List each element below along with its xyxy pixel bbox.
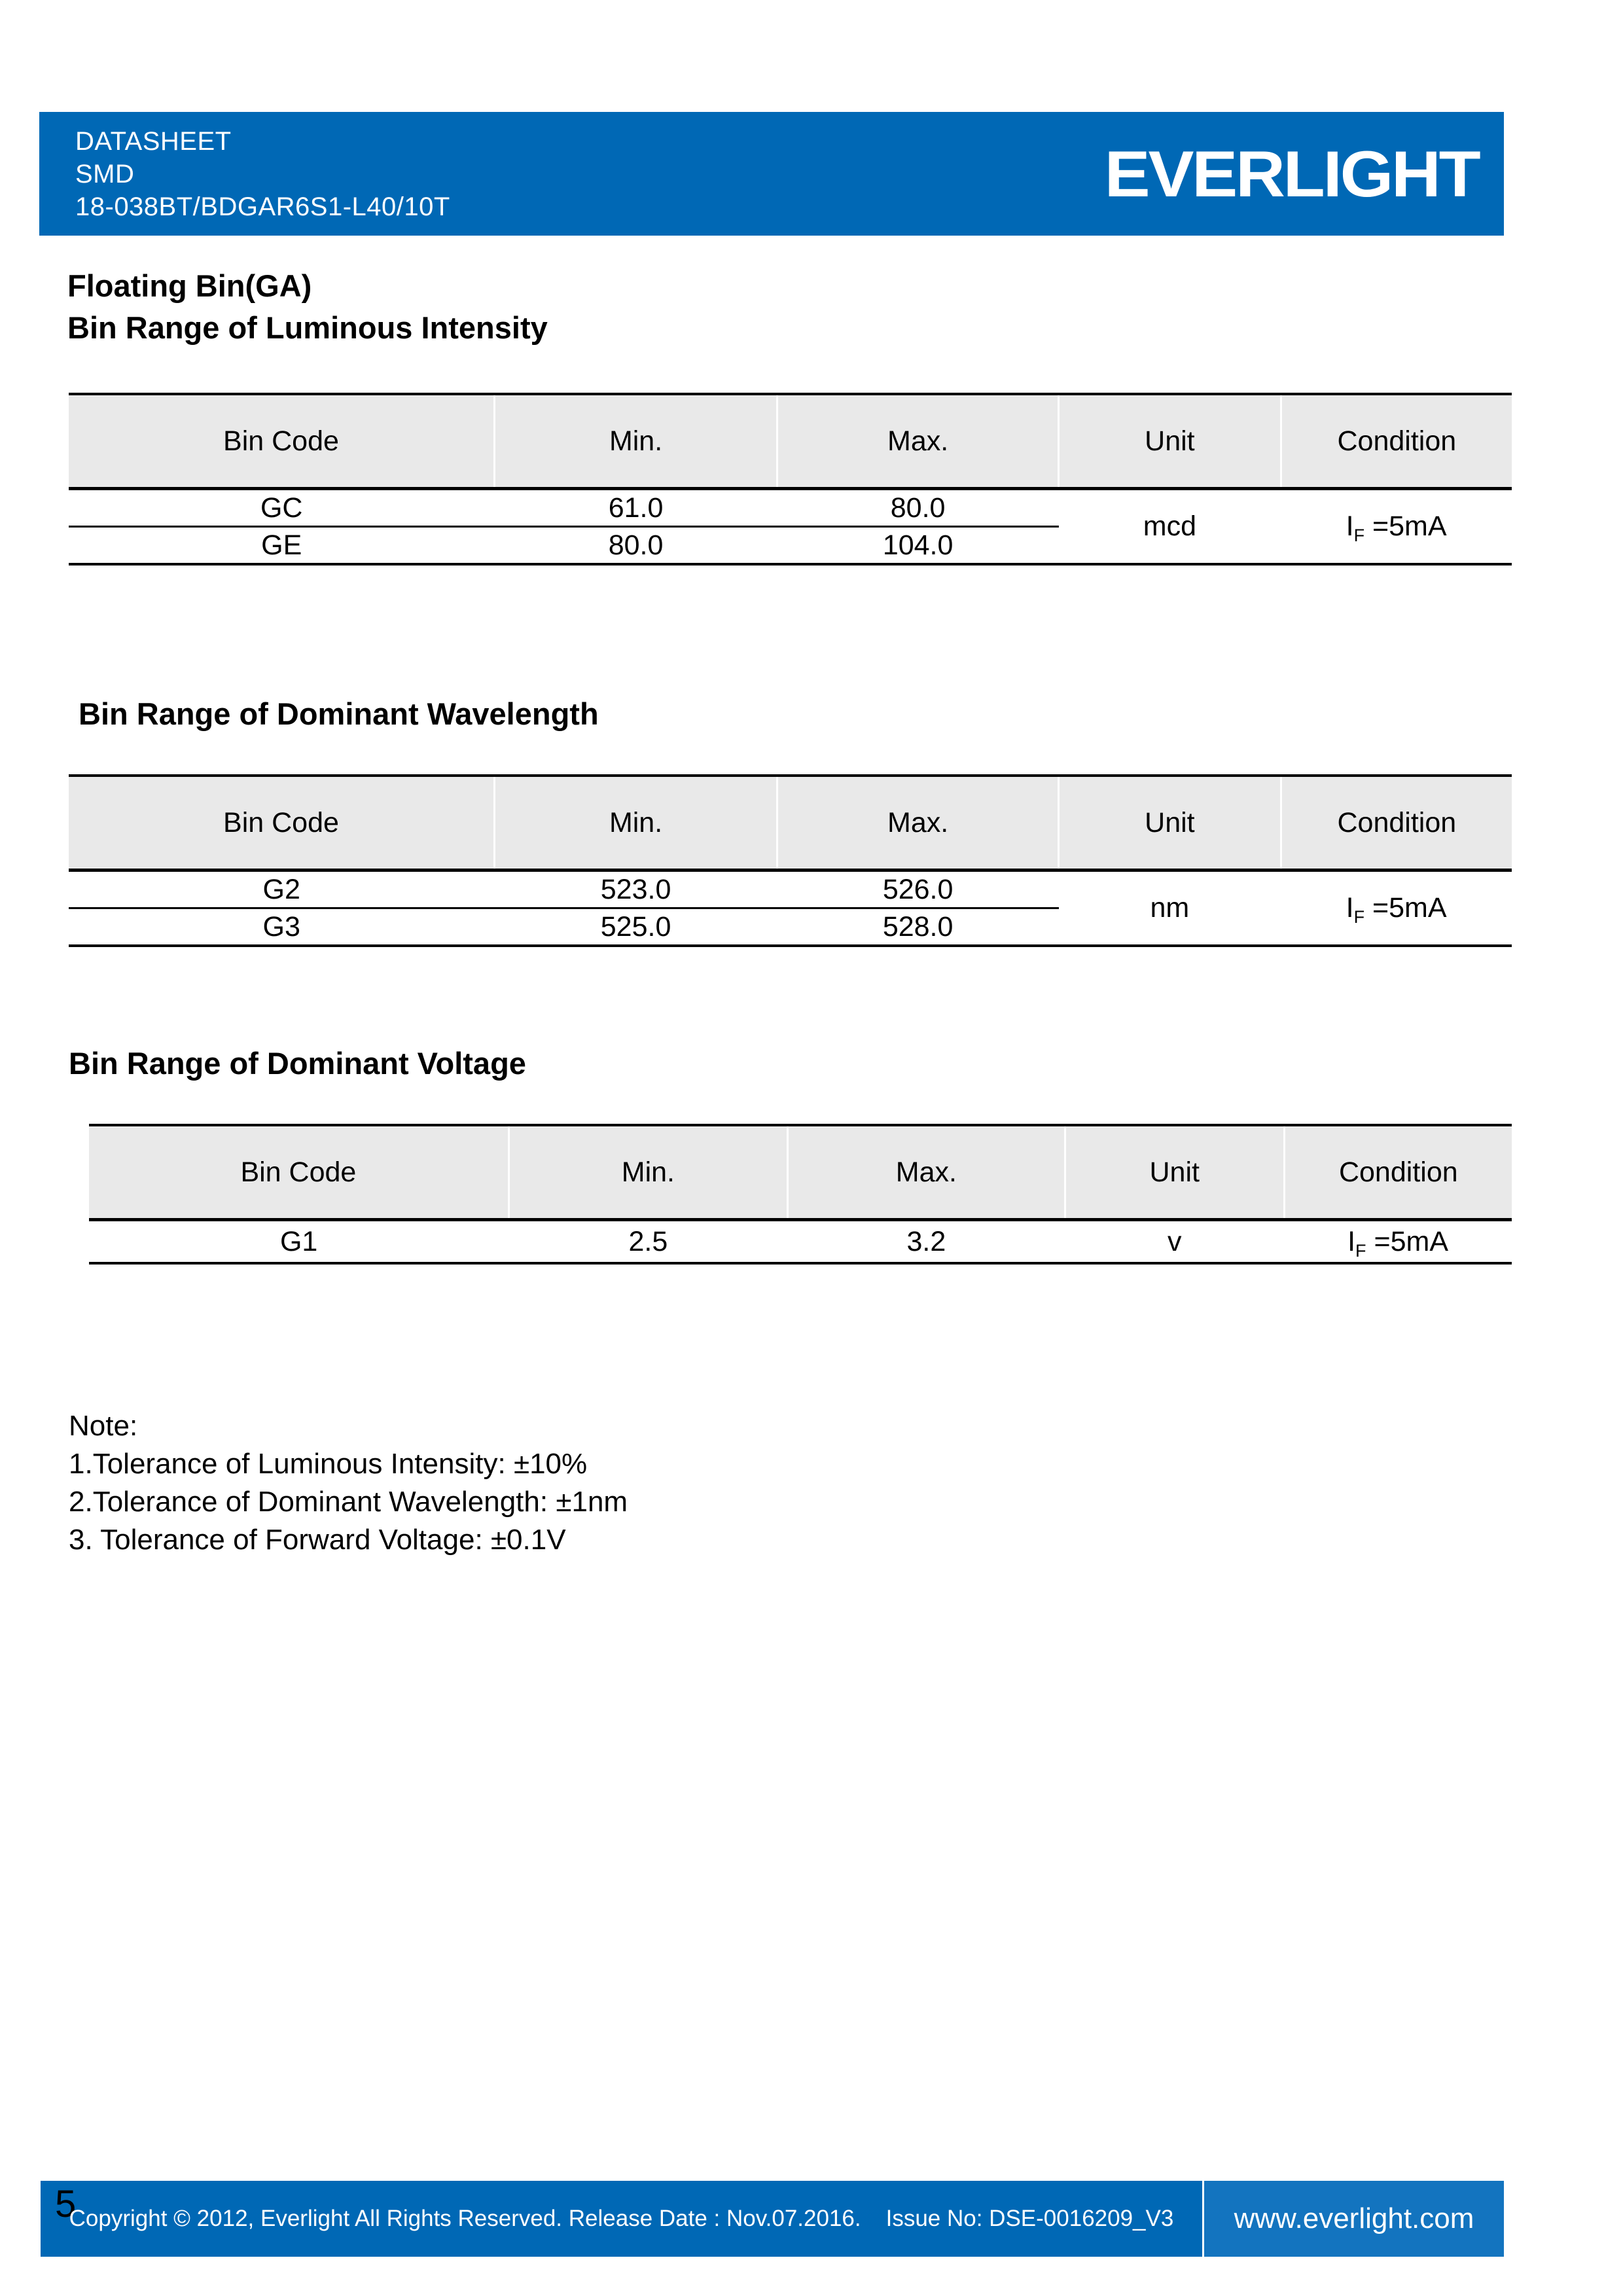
table-row-g2 [69,870,1512,908]
cell-bin-code: GE [69,527,494,565]
footer-copyright-section [41,2181,1202,2257]
col-header-unit: Unit [1059,776,1281,870]
dominant-wavelength-table [69,774,1512,947]
cell-unit: v [1065,1220,1284,1264]
cell-max: 526.0 [777,870,1059,908]
note-item-2: 2.Tolerance of Dominant Wavelength: ±1nm [69,1486,628,1518]
header-bar [39,112,1504,236]
condition-value: =5mA [1364,511,1447,542]
cell-max: 104.0 [777,527,1059,565]
col-header-bin-code: Bin Code [69,394,494,489]
cell-condition [1281,489,1512,565]
luminous-intensity-table [69,393,1512,565]
cell-condition [1281,870,1512,946]
col-header-max: Max. [787,1125,1065,1220]
section-heading [67,265,548,349]
col-header-unit: Unit [1065,1125,1284,1220]
footer-website-section [1204,2181,1504,2257]
section-heading-line2: Bin Range of Luminous Intensity [67,310,548,345]
cell-min: 80.0 [494,527,777,565]
cell-min: 61.0 [494,489,777,527]
condition-symbol: I [1346,511,1354,542]
condition-subscript: F [1355,1240,1366,1261]
cell-min: 2.5 [508,1220,787,1264]
bin-table-wavelength [69,774,1512,947]
col-header-condition: Condition [1281,776,1512,870]
cell-bin-code: G2 [69,870,494,908]
header-text-block [75,125,450,223]
cell-min: 525.0 [494,908,777,946]
condition-symbol: I [1347,1225,1356,1257]
wavelength-table-title: Bin Range of Dominant Wavelength [79,696,599,731]
condition-subscript: F [1353,526,1365,545]
part-number-label: 18-038BT/BDGAR6S1-L40/10T [75,192,450,221]
col-header-min: Min. [508,1125,787,1220]
footer-copyright: Copyright © 2012, Everlight All Rights Reserved. Release Date : Nov.07.2016. [69,2206,861,2231]
cell-max: 80.0 [777,489,1059,527]
cell-condition [1284,1220,1512,1264]
bin-table-voltage [89,1124,1512,1265]
section-heading-line1: Floating Bin(GA) [67,268,312,303]
col-header-min: Min. [494,394,777,489]
table-header-row [69,394,1512,489]
cell-unit: nm [1059,870,1281,946]
col-header-unit: Unit [1059,394,1281,489]
col-header-max: Max. [777,776,1059,870]
dominant-voltage-table [89,1124,1512,1265]
cell-bin-code: G3 [69,908,494,946]
everlight-logo: EVERLIGHT [1105,137,1479,210]
doc-type-label: DATASHEET [75,127,232,156]
col-header-bin-code: Bin Code [69,776,494,870]
footer-issue-number: Issue No: DSE-0016209_V3 [885,2206,1174,2231]
table-header-row [69,776,1512,870]
condition-value: =5mA [1366,1225,1449,1257]
cell-unit: mcd [1059,489,1281,565]
cell-bin-code: GC [69,489,494,527]
table-row-gc [69,489,1512,527]
col-header-condition: Condition [1281,394,1512,489]
footer-bar [41,2181,1504,2257]
note-item-3: 3. Tolerance of Forward Voltage: ±0.1V [69,1524,566,1556]
note-heading: Note: [69,1410,138,1442]
page-number: 5 [55,2183,77,2225]
col-header-max: Max. [777,394,1059,489]
bin-table-luminous [69,393,1512,565]
footer-website-link: www.everlight.com [1234,2202,1474,2234]
condition-symbol: I [1346,892,1354,924]
col-header-condition: Condition [1284,1125,1512,1220]
voltage-table-title: Bin Range of Dominant Voltage [69,1046,526,1081]
table-row-g1 [89,1220,1512,1264]
cell-max: 528.0 [777,908,1059,946]
note-item-1: 1.Tolerance of Luminous Intensity: ±10% [69,1448,588,1480]
cell-min: 523.0 [494,870,777,908]
col-header-bin-code: Bin Code [89,1125,508,1220]
note-block [69,1407,628,1559]
cell-max: 3.2 [787,1220,1065,1264]
table-header-row [89,1125,1512,1220]
package-label: SMD [75,160,135,188]
cell-bin-code: G1 [89,1220,508,1264]
col-header-min: Min. [494,776,777,870]
condition-subscript: F [1353,907,1365,927]
condition-value: =5mA [1364,892,1447,924]
